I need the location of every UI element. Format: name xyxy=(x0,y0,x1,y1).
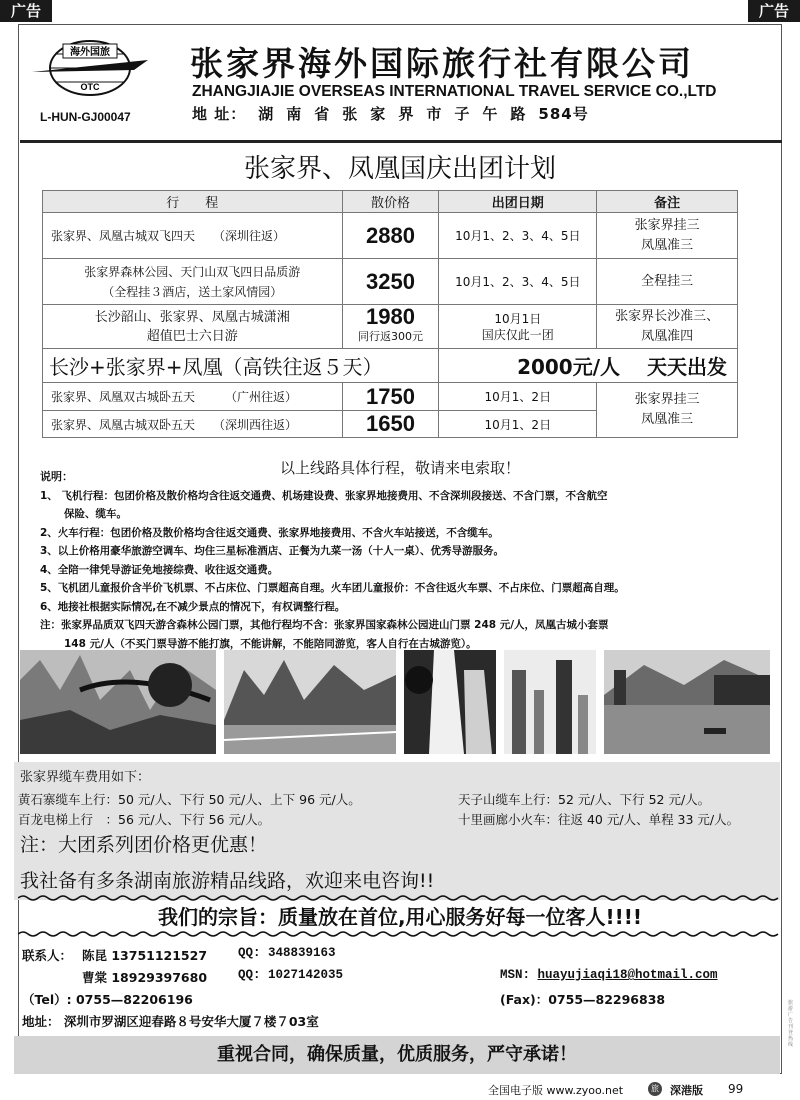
table-row xyxy=(43,213,738,259)
departure-date: 10月1日 xyxy=(494,311,542,326)
cable-car-fees xyxy=(14,762,780,900)
detail-request: 以上线路具体行程，敬请来电索取！ xyxy=(279,459,520,477)
plan-table xyxy=(42,190,738,438)
departure-date: 10月1、2、3、4、5日 xyxy=(439,213,597,259)
photo-fenghuang-town xyxy=(604,650,770,754)
highlight-route: 长沙+张家界+凤凰（高铁往返５天） xyxy=(43,349,439,383)
company-logo xyxy=(30,30,150,110)
notes-label: 说明： xyxy=(40,470,73,483)
msn-link: huayujiaqi18@hotmail.com xyxy=(537,968,718,982)
remark: 张家界挂三 凤凰准三 xyxy=(597,213,738,259)
table-row xyxy=(43,259,738,305)
departure-date: 10月1、2、3、4、5日 xyxy=(439,259,597,305)
company-name-en: ZHANGJIAJIE OVERSEAS INTERNATIONAL TRAVEL SERVICE CO.,LTD xyxy=(192,83,717,100)
route-origin: （深圳往返） xyxy=(219,229,286,243)
note-item: 1、 飞机行程：包团价格及散价格均含往返交通费、机场建设费、张家界地接费用、不含深圳段接送、不含门票，不含航空 xyxy=(40,489,608,502)
ad-tag-right: 广告 xyxy=(748,0,800,22)
ornament-border-bottom xyxy=(18,930,782,938)
company-address: 地 址： 湖 南 省 张 家 界 市 子 午 路 584号 xyxy=(192,105,589,123)
price: 3250 xyxy=(342,259,439,305)
header-note: 备注 xyxy=(597,191,738,213)
price: 1980 xyxy=(366,303,415,329)
note-item: 6、地接社根据实际情况,在不减少景点的情况下，有权调整行程。 xyxy=(40,600,346,613)
departure-date-note: 国庆仅此一团 xyxy=(481,327,554,342)
side-vertical-text: 旅游广告刊登热线 xyxy=(788,1000,794,1048)
fees-title: 张家界缆车费用如下： xyxy=(20,770,151,785)
header-price: 散价格 xyxy=(342,191,439,213)
remark: 张家界挂三 凤凰准三 xyxy=(597,383,738,438)
consult-note: 我社备有多条湖南旅游精品线路，欢迎来电咨询!! xyxy=(20,870,435,892)
footer-region: 深港版 xyxy=(670,1084,703,1097)
footer-badge-icon: 旅 xyxy=(648,1082,662,1096)
highlight-frequency: 天天出发 xyxy=(647,355,727,379)
note-item: 2、火车行程：包团价格及散价格均含往返交通费、张家界地接费用、不含火车站接送，不含缆车。 xyxy=(40,526,499,539)
note-item: 保险、缆车。 xyxy=(64,508,127,520)
photo-pine-cliff xyxy=(20,650,216,754)
note-item: 3、以上价格用豪华旅游空调车、均住三星标准酒店、正餐为九菜一汤（十人一桌）、优秀导游服务。 xyxy=(40,545,505,557)
group-discount-note: 注：大团系列团价格更优惠！ xyxy=(20,834,268,856)
logo-abbr: OTC xyxy=(80,82,100,92)
contact-person-2[interactable]: 曹棠 18929397680 xyxy=(82,970,208,985)
license-number: L-HUN-GJ00047 xyxy=(40,110,131,124)
price: 1750 xyxy=(342,383,439,411)
route-extra: 超值巴士六日游 xyxy=(146,328,238,344)
table-header-row xyxy=(43,191,738,213)
photo-mist-pillars xyxy=(504,650,596,754)
route-name: 张家界森林公园、天门山双飞四日品质游 xyxy=(84,264,301,279)
route-name: 长沙韶山、张家界、凤凰古城潇湘 xyxy=(94,309,290,325)
notes-section xyxy=(40,468,760,653)
contact-tel[interactable]: （Tel）: 0755—82206196 xyxy=(22,992,193,1007)
plan-title: 张家界、凤凰国庆出团计划 xyxy=(243,154,556,184)
ornament-border-top xyxy=(18,894,782,902)
fee-item: 百龙电梯上行 ：56 元/人、下行 56 元/人。 xyxy=(18,812,271,827)
company-motto: 我们的宗旨：质量放在首位,用心服务好每一位客人!!!! xyxy=(157,905,643,929)
logo-text: 海外国旅 xyxy=(70,47,110,58)
departure-date: 10月1、2日 xyxy=(439,383,597,411)
departure-date: 10月1、2日 xyxy=(439,411,597,438)
footer-edition[interactable]: 全国电子版 www.zyoo.net xyxy=(488,1084,624,1097)
note-item: 148 元/人（不买门票导游不能打旗，不能讲解，不能陪同游览，客人自行在古城游览）。 xyxy=(64,637,477,650)
highlight-row xyxy=(43,349,738,383)
contact-address: 地址： 深圳市罗湖区迎春路８号安华大厦７楼７03室 xyxy=(22,1014,319,1029)
fee-item: 天子山缆车上行：52 元/人、下行 52 元/人。 xyxy=(458,792,711,807)
route-extra: （全程挂３酒店，送土家风情园） xyxy=(102,284,283,299)
table-row xyxy=(43,305,738,349)
header-date: 出团日期 xyxy=(439,191,597,213)
route-name: 张家界、凤凰古城双卧五天 xyxy=(51,417,196,432)
remark: 全程挂三 xyxy=(597,259,738,305)
photo-waterfall xyxy=(404,650,496,754)
table-row xyxy=(43,383,738,411)
photo-river-peaks xyxy=(224,650,396,754)
fee-item: 黄石寨缆车上行：50 元/人、下行 50 元/人、上下 96 元/人。 xyxy=(18,792,361,807)
route-origin: （广州往返） xyxy=(231,390,298,404)
highlight-price: 2000元/人 xyxy=(517,355,621,379)
note-item: 5、飞机团儿童报价含半价飞机票、不占床位、门票超高自理。火车团儿童报价：不含往返火车票、不占床位、门票超高自理。 xyxy=(40,582,625,594)
contact-msn[interactable]: MSN: huayujiaqi18@hotmail.com xyxy=(500,968,718,982)
contact-label: 联系人： xyxy=(22,948,73,963)
contact-qq-2[interactable]: QQ: 1027142035 xyxy=(238,968,344,982)
contact-person-1[interactable]: 陈昆 13751121527 xyxy=(82,948,208,963)
price-sub: 同行返300元 xyxy=(357,329,423,343)
route-origin: （深圳西往返） xyxy=(219,417,298,432)
header-route: 行 程 xyxy=(43,191,343,213)
page-number: 99 xyxy=(728,1082,744,1096)
remark: 张家界长沙准三、 凤凰准四 xyxy=(597,305,738,349)
ad-tag-left: 广告 xyxy=(0,0,52,22)
fee-item: 十里画廊小火车：往返 40 元/人、单程 33 元/人。 xyxy=(458,812,740,827)
route-name: 张家界、凤凰古城双飞四天 xyxy=(51,229,196,243)
company-name-cn: 张家界海外国际旅行社有限公司 xyxy=(190,44,694,83)
route-name: 张家界、凤凰双古城卧五天 xyxy=(51,390,196,404)
note-item: 4、全陪一律凭导游证免地接综费、收往返交通费。 xyxy=(40,563,279,576)
contact-qq-1[interactable]: QQ: 348839163 xyxy=(238,946,336,960)
price: 2880 xyxy=(342,213,439,259)
note-item: 注：张家界品质双飞四天游含森林公园门票，其他行程均不含：张家界国家森林公园进山门票 248 元/人，凤凰古城小套票 xyxy=(40,619,609,631)
price: 1650 xyxy=(342,411,439,438)
contact-fax[interactable]: (Fax)：0755—82296838 xyxy=(500,992,666,1007)
service-commitment: 重视合同，确保质量，优质服务，严守承诺！ xyxy=(14,1036,780,1074)
header-divider xyxy=(20,140,782,143)
